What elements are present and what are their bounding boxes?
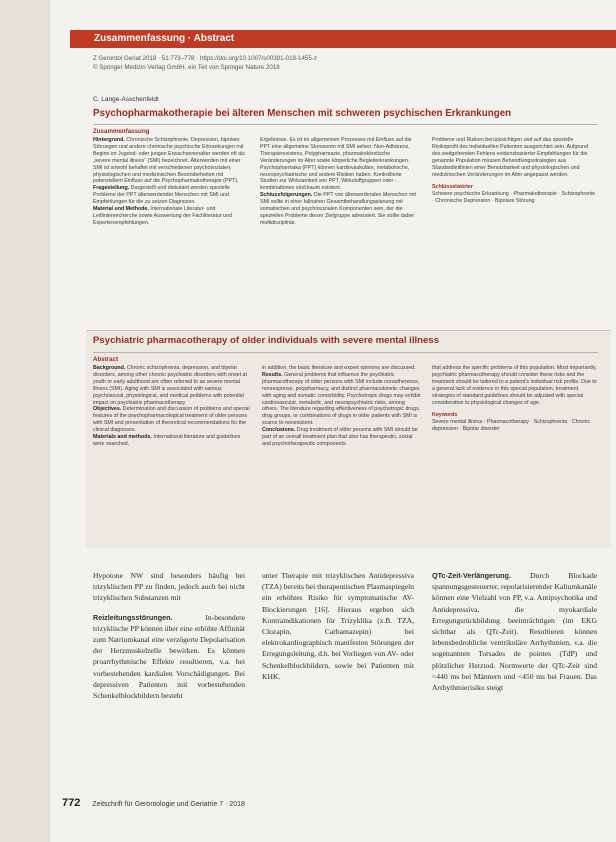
paragraph-label: Objectives. (93, 406, 122, 413)
abstract-paragraph (93, 137, 248, 185)
abstract-column-1 (93, 365, 253, 448)
abstract-paragraph (93, 185, 248, 206)
keywords-de: Schwere psychische Erkrankung · Pharmakotherapie · Schizophrenie · Chronische Depression · Bipolare Störung (432, 191, 596, 205)
divider (93, 124, 598, 125)
zusammenfassung-column-2 (260, 137, 420, 227)
abstract-paragraph (432, 137, 597, 178)
abstract-paragraph (93, 406, 253, 434)
abstract-paragraph (93, 365, 253, 406)
divider (93, 352, 598, 353)
paragraph-text: Die PPT von älterwerdenden Menschen mit SMI sollte in einer fallnahen Gesamtbehandlungsplanung mit somatischen und psychosozialen Komponenten sein, der die speziellen Probleme dieser Zielgruppe adressiert. Sie sollte dabei multidisziplinär. (260, 192, 416, 226)
body-column-2 (262, 570, 414, 682)
zusammenfassung-heading: Zusammenfassung (93, 128, 150, 135)
paragraph-text: General problems that influence the psychiatric pharmacotherapy of older persons with SMI include nonadherence, nonresponse, polypharmacy, and distinct pharmacokinetic changes with aging and somatic comorbidity. Psychotropic drugs may exhibit cardiovascular, metabolic, and neuropsychiatric risks, among others. The literature regarding effectiveness of psychotropic drugs, drug groups, or combinations of drugs in older patients with SMI is scarce to nonexistent. (262, 371, 421, 427)
abstract-paragraph (260, 192, 420, 227)
abstract-column-2 (262, 365, 422, 448)
zusammenfassung-column-3 (432, 137, 597, 205)
article-title-german: Psychopharmakotherapie bei älteren Menschen mit schweren psychischen Erkrankungen (93, 108, 512, 119)
paragraph-text: Chronic schizophrenia, depression, and bipolar disorders, among other chronic psychiatric disorders with onset at youth or early adulthood are often referred to as severe mental illness (SMI). Aging with SMI is associated with various psychosocial, physiological, and medical problems with potential impact on psychiatric pharmacotherapy. (93, 365, 247, 406)
abstract-paragraph (93, 434, 253, 448)
paragraph-text: Internationale Literatur- und Leitlinienrecherche sowie Auswertung der Fachliteratur und Expertenempfehlungen. (93, 206, 232, 226)
paragraph-label: Hintergrund. (93, 137, 125, 143)
subheading: QTc-Zeit-Verlängerung. (432, 571, 511, 580)
body-paragraph: unter Therapie mit trizyklischen Antidepressiva (TZA) bereits bei therapeutischen Plasmaspiegeln ein erhöhtes Risiko für symptomatische AV-Blockierungen [16]. Hieraus ergeben sich Kontraindikationen für Trizyklika (z.B. TZA, Clozapin, Carbamazepin) bei elektrokardiographisch manifesten Störungen der Erregungsleitung, d.h. bei Vorliegen von AV- oder Schenkelblockbildern, sowie bei Patienten mit KHK. (262, 571, 414, 681)
paragraph-label: Results. (262, 371, 283, 378)
citation-block (93, 55, 493, 72)
abstract-paragraph (262, 427, 422, 448)
paragraph-label: Fragestellung. (93, 185, 130, 192)
paragraph-text: Probleme und Risiken berücksichtigen und auf das spezielle Risikoprofil des individuellen Patienten ausgerichtet sein. Aufgrund des weitgehenden Fehlens evidenzbasierter Empfehlungen für die genannte Population müssen Behandlungsstrategien aus Standardleitlinien einer Benutzbarkeit und physiologischen und medizinischen Veränderungen im Alter angepasst werden. (432, 137, 589, 178)
copyright-line: © Springer Medizin Verlag GmbH, ein Teil von Springer Nature 2018 (93, 63, 280, 71)
page-number: 772 (62, 797, 81, 809)
abstract-col3-text (432, 365, 597, 406)
paragraph-label: Schlussfolgerungen. (260, 192, 313, 199)
subheading: Reizleitungsstörungen. (93, 612, 173, 622)
paragraph-text: Determination and discussion of problems and special features of the psychopharmacological treatment of older persons with SMI and presentation of theoretical recommendations for the clinical diagnoses. (93, 406, 250, 434)
paragraph-text: Dargestellt und diskutiert werden spezielle Probleme der PPT älterwerdender Menschen mit SMI und Empfehlungen für die zu setzen Diagnosen. (93, 185, 230, 206)
body-paragraph: Hypotone NW sind besonders häufig bei trizyklischen PP zu finden, jedoch auch bei nicht trizyklischen Substanzen mit (93, 571, 245, 603)
paragraph-label: Background. (93, 365, 126, 371)
abstract-paragraph (93, 206, 248, 227)
paragraph-text: Drug treatment of older persons with SMI should be part of an overall treatment plan that also has therapeutic, social and psychotherapeutic components (262, 427, 418, 447)
section-band: Zusammenfassung · Abstract (70, 30, 616, 48)
zusammenfassung-column-1 (93, 137, 248, 227)
article-title-english: Psychiatric pharmacotherapy of older individuals with severe mental illness (93, 335, 440, 346)
abstract-paragraph (260, 137, 420, 192)
body-paragraph (93, 612, 245, 702)
abstract-column-3 (432, 365, 597, 433)
body-text: In-besondere trizyklische PP können über eine erhöhte Affinität zum Natriumkanal eine verzögerte Depolarisation der Herzmuskelzelle bewirken. Es können proarrhythmische Effekte resultieren, v.a. bei vorbestehenden kardialen Vorschädigungen. Bei depressiven Patienten mit vorbestehenden Schenkelblockbildern besteht (93, 612, 245, 701)
paragraph-text: in addition, the basic literature and expert opinions are discussed. (262, 365, 416, 371)
paragraph-label: Material und Methode. (93, 206, 149, 213)
paragraph-text: Ergebnisse. Es ist im allgemeinen Prozesses mit Einfluss auf die PPT eine allgemeine Stressoren mit SMI sehen: Non-Adhärenz, Therapieresistenz, Polypharmazie, pharmakokinetische Veränderungen im Alter sowie körperliche Begleiterkrankungen. Psychopharmaka (PPT) können kardiovaskuläre, metabolische, neuropsychiatrische und andere Risiken haben. Kontrollierte Studien zur Wirksamkeit von PPT, Wirkstoffgruppen oder -kombinationen sind kaum existent. (260, 137, 412, 192)
scan-margin (0, 0, 50, 842)
abstract-heading: Abstract (93, 356, 119, 363)
citation-line: Z Gerontol Geriat 2018 · 51:773–778 · https://doi.org/10.1007/s00391-018-1455-z (93, 55, 317, 62)
paragraph-label: Conclusions. (262, 427, 296, 434)
keywords-heading-en: Keywords (432, 412, 458, 419)
keywords-en: Severe mental illness · Pharmacotherapy · Schizophrenia · Chronic depression · Bipolar disorder (432, 419, 591, 433)
paragraph-text: International literature and guidelines were searched, (93, 434, 241, 447)
paragraph-text: Chronische Schizophrenie, Depression, bipolare Störungen und andere chronische psychische Erkrankungen mit Beginn im Jugend- oder jungen Erwachsenenalter werden oft als „severe mental illness“ (SMI) bezeichnet. Älterwerden mit einer SMI ist sowohl behaftet mit verschiedenen psychosozialen, physiologischen und medizinischen Besonderheiten mit potenziellem Einfluss auf die Psychopharmakotherapie (PPT). (93, 137, 245, 185)
paragraph-text: that address the specific problems of this population. Most importantly, psychiatric pharmacotherapy should consider these risks and the treatment should be tailored to a patient's individual risk profile. Due to a general lack of evidence in this special population, treatment strategies of standard guidelines should be adjusted with special consideration to physiological changes of age. (432, 365, 597, 406)
body-column-1 (93, 570, 245, 701)
body-paragraph (432, 570, 597, 693)
paragraph-label: Materials and methods. (93, 434, 152, 441)
body-text: Durch Blockade spannungsgesteuerter, repolarisierender Kaliumkanäle können eine Vielzahl von PP, v.a. Antipsychotika und Antidepressiva, die myokardiale Erregungsrückbildung beeinträchtigen (im EKG sichtbar als QTc-Zeit). Resultieren können lebensbedrohliche ventrikuläre Arrhythmien, v.a. die sogenannten Torsades de pointes (TdP) und plötzlicher Herztod. Normwerte der QTc-Zeit sind <440 ms bei Männern und <450 ms bei Frauen. Das Arrhythmierisiko steigt (432, 571, 597, 693)
page-footer (62, 797, 245, 809)
abstract-paragraph (262, 372, 422, 427)
author-name: C. Lange-Asschenfeldt (93, 96, 159, 103)
body-column-3 (432, 570, 597, 693)
journal-name: Zeitschrift für Gerontologie und Geriatrie 7 · 2018 (92, 801, 245, 808)
abstract-paragraph (432, 365, 597, 406)
keywords-heading-de: Schlüsselwörter (432, 184, 473, 191)
zusammenfassung-col3-text (432, 137, 597, 178)
abstract-paragraph (262, 365, 422, 372)
